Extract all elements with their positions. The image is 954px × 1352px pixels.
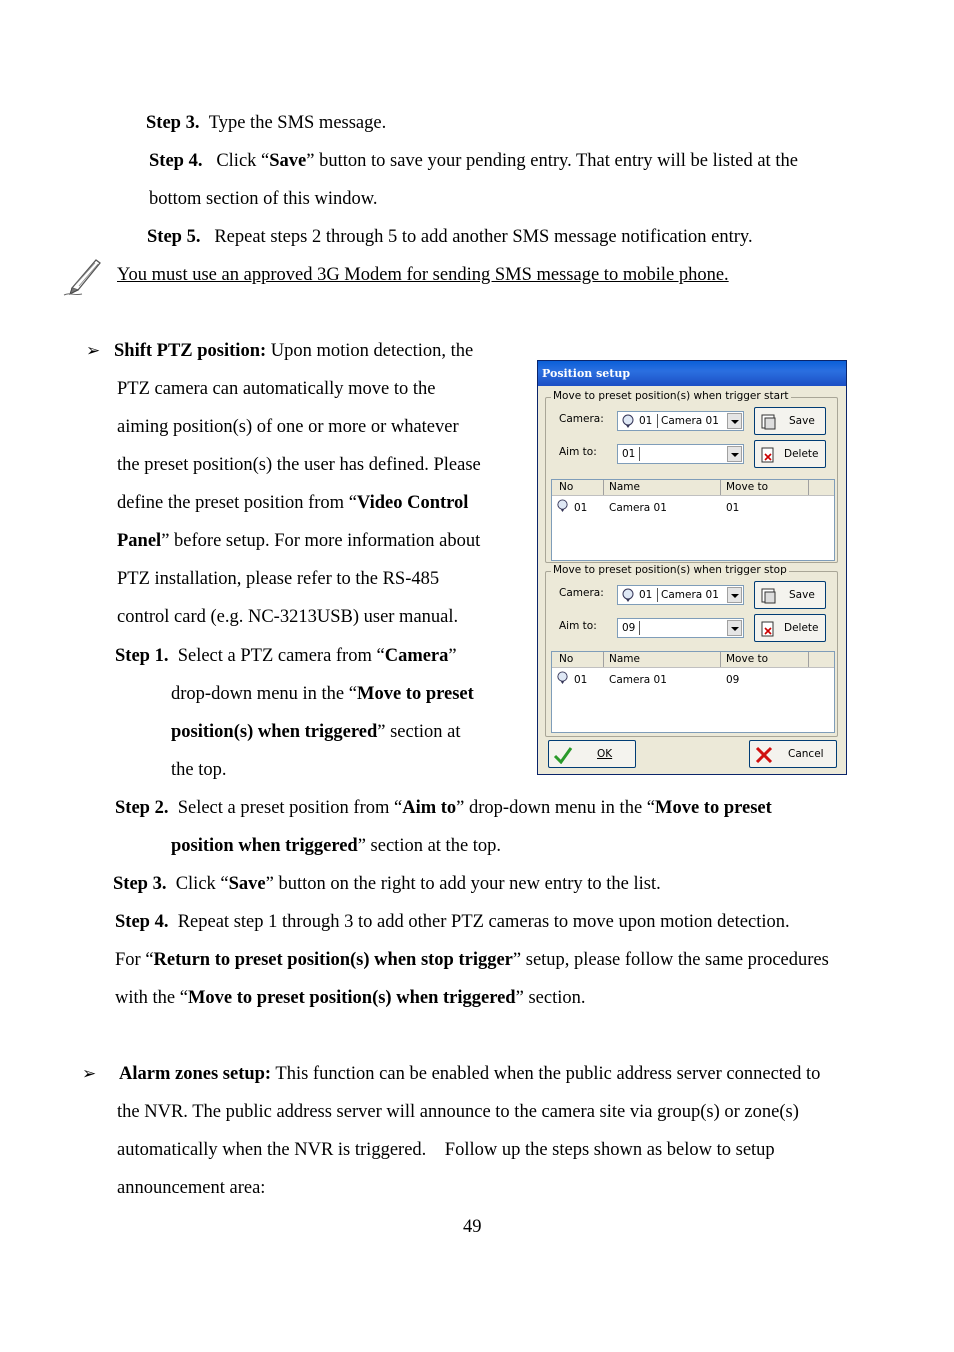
ptz-line: the preset position(s) the user has defined. Please	[117, 455, 481, 475]
camera-icon	[621, 414, 635, 428]
aim-select[interactable]: 09	[617, 618, 744, 638]
aim-select[interactable]: 01	[617, 444, 744, 464]
alarm-line: the NVR. The public address server will announce to the camera site via group(s) or zone(s)	[117, 1102, 799, 1122]
chevron-down-icon[interactable]	[727, 587, 742, 603]
chevron-down-icon[interactable]	[727, 620, 742, 636]
ptz-step1: Step 1. Select a PTZ camera from “Camera”	[115, 646, 457, 666]
ptz-step2-l2: position when triggered” section at the top.	[171, 836, 502, 856]
ptz-step3: Step 3. Click “Save” button on the right to add your new entry to the list.	[113, 874, 661, 894]
close-icon	[755, 746, 773, 764]
aim-label: Aim to:	[559, 446, 597, 458]
bullet-arrow-icon: ➢	[86, 341, 101, 361]
ptz-heading: Shift PTZ position: Upon motion detection, the	[114, 341, 474, 361]
step4-sms: Step 4. Click “Save” button to save your pending entry. That entry will be listed at the	[149, 151, 798, 171]
save-icon	[761, 414, 777, 430]
camera-select[interactable]: 01 Camera 01	[617, 411, 744, 431]
ptz-line: PTZ camera can automatically move to the	[117, 379, 436, 399]
save-icon	[761, 588, 777, 604]
position-setup-dialog	[537, 360, 847, 775]
ptz-line: control card (e.g. NC-3213USB) user manual.	[117, 607, 459, 627]
stop-list[interactable]: No Name Move to 01 Camera 01 09	[551, 651, 835, 733]
alarm-heading: Alarm zones setup: This function can be enabled when the public address server connected to	[119, 1064, 821, 1084]
camera-label: Camera:	[559, 413, 604, 425]
ptz-step4: Step 4. Repeat step 1 through 3 to add other PTZ cameras to move upon motion detection.	[115, 912, 790, 932]
camera-select[interactable]: 01 Camera 01	[617, 585, 744, 605]
camera-icon	[621, 588, 635, 602]
delete-icon	[760, 447, 776, 463]
save-button[interactable]: Save	[754, 407, 826, 435]
step5-sms: Step 5. Repeat steps 2 through 5 to add another SMS message notification entry.	[147, 227, 753, 247]
modem-note: You must use an approved 3G Modem for sending SMS message to mobile phone.	[117, 265, 729, 285]
step3-sms: Step 3. Type the SMS message.	[146, 113, 387, 133]
start-list[interactable]: No Name Move to 01 Camera 01 01	[551, 479, 835, 561]
alarm-line: announcement area:	[117, 1178, 266, 1198]
delete-button[interactable]: Delete	[754, 614, 826, 642]
ptz-with: with the “Move to preset position(s) when triggered” section.	[115, 988, 586, 1008]
trigger-start-label: Move to preset position(s) when trigger start	[553, 390, 789, 402]
camera-label: Camera:	[559, 587, 604, 599]
ptz-line: Panel” before setup. For more information about	[117, 531, 481, 551]
camera-icon	[556, 671, 569, 684]
ptz-step1-l4: the top.	[171, 760, 227, 780]
ptz-line: define the preset position from “Video Control	[117, 493, 469, 513]
ptz-line: aiming position(s) of one or more or whatever	[117, 417, 459, 437]
ptz-step1-l3: position(s) when triggered” section at	[171, 722, 461, 742]
ptz-step1-l2: drop-down menu in the “Move to preset	[171, 684, 474, 704]
ptz-step2: Step 2. Select a preset position from “Aim to” drop-down menu in the “Move to preset	[115, 798, 772, 818]
dialog-title: Position setup	[538, 361, 846, 386]
ok-button[interactable]: OK	[548, 740, 636, 768]
cancel-button[interactable]: Cancel	[749, 740, 837, 768]
camera-icon	[556, 499, 569, 512]
pen-note-icon	[62, 254, 106, 298]
trigger-stop-label: Move to preset position(s) when trigger stop	[553, 564, 787, 576]
aim-label: Aim to:	[559, 620, 597, 632]
delete-button[interactable]: Delete	[754, 440, 826, 468]
delete-icon	[760, 621, 776, 637]
check-icon	[553, 746, 573, 764]
bullet-arrow-icon: ➢	[82, 1064, 97, 1084]
ptz-line: PTZ installation, please refer to the RS-485	[117, 569, 440, 589]
save-button[interactable]: Save	[754, 581, 826, 609]
alarm-line: automatically when the NVR is triggered. Follow up the steps shown as below to setup	[117, 1140, 775, 1160]
ptz-return: For “Return to preset position(s) when stop trigger” setup, please follow the same procedures	[115, 950, 829, 970]
chevron-down-icon[interactable]	[727, 413, 742, 429]
step4-sms-cont: bottom section of this window.	[149, 189, 378, 209]
page-number: 49	[463, 1217, 482, 1237]
chevron-down-icon[interactable]	[727, 446, 742, 462]
